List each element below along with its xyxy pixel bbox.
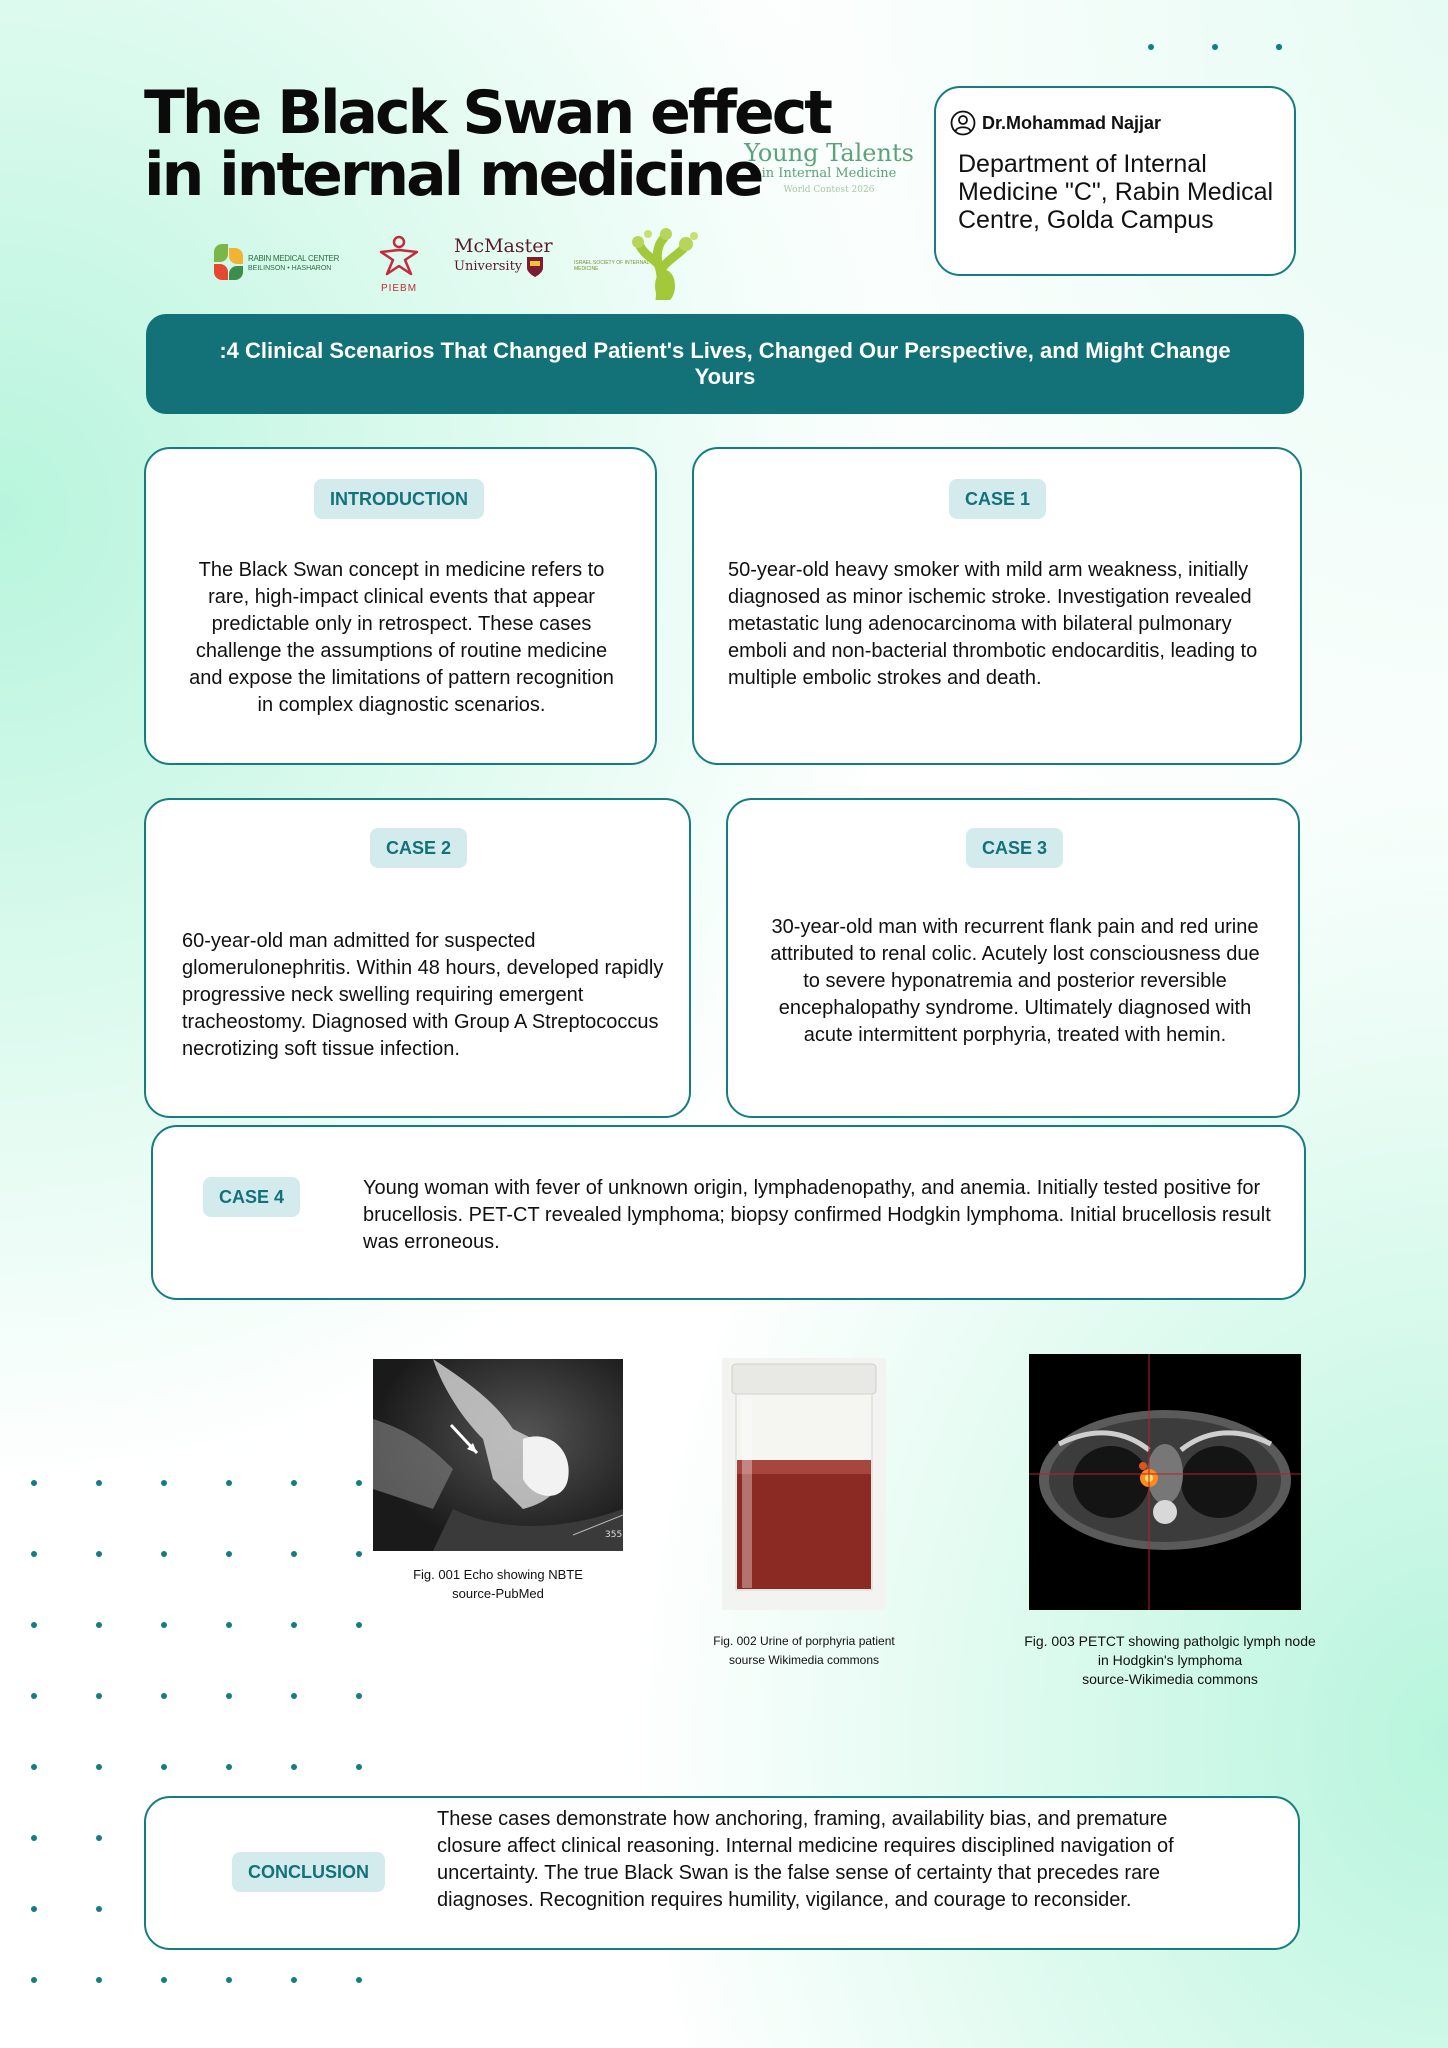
decor-dot: [226, 1693, 232, 1699]
decor-dot: [96, 1906, 102, 1912]
figure-3-caption-line-2: in Hodgkin's lymphoma: [1097, 1652, 1243, 1668]
decor-dot: [226, 1622, 232, 1628]
case-4-label: CASE 4: [203, 1177, 300, 1217]
decor-dot: [96, 1977, 102, 1983]
decor-dot: [1212, 44, 1218, 50]
rabin-name: RABIN MEDICAL CENTER: [248, 253, 340, 263]
title-line-2: in internal medicine: [144, 140, 762, 210]
figure-1-caption-line-1: Fig. 001 Echo showing NBTE: [413, 1567, 583, 1582]
mcmaster-logo: [454, 236, 553, 278]
case-2-text: 60-year-old man admitted for suspected glomerulonephritis. Within 48 hours, developed rapidly progressive neck swelling requiring emergent tracheostomy. Diagnosed with Group A Streptococcus necrotizing soft tissue infection.: [182, 930, 664, 1060]
society-name: ISRAEL SOCIETY OF INTERNAL MEDICINE: [574, 260, 650, 272]
decor-dot: [226, 1764, 232, 1770]
figure-echo-image: [373, 1359, 623, 1551]
decor-dot: [291, 1551, 297, 1557]
decor-dot: [356, 1977, 362, 1983]
title-line-1: The Black Swan effect: [144, 78, 830, 148]
piebm-name: PIEBM: [380, 283, 418, 294]
echo-image: [373, 1359, 623, 1551]
introduction-label: INTRODUCTION: [314, 479, 484, 519]
petct-image: [1029, 1354, 1301, 1610]
contest-subtitle: in Internal Medicine: [761, 166, 897, 181]
rabin-logo: [214, 244, 339, 282]
introduction-text: The Black Swan concept in medicine refers to rare, high-impact clinical events that appear predictable only in retrospect. These cases challenge the assumptions of routine medicine and expose the limitations of pattern recognition in complex diagnostic scenarios.: [189, 559, 614, 716]
echo-overlay-label: 355: [605, 1530, 623, 1540]
case-3-text: 30-year-old man with recurrent flank pain and red urine attributed to renal colic. Acutely lost consciousness due to severe hyponatremia and posterior reversible encephalopathy syndrome. Ultimately diagnosed with acute intermittent porphyria, treated with hemin.: [770, 916, 1260, 1046]
decor-dot: [1276, 44, 1282, 50]
decor-dot: [31, 1622, 37, 1628]
decor-dot: [31, 1551, 37, 1557]
poster-title: [144, 78, 830, 210]
decor-dot: [356, 1551, 362, 1557]
decor-dot: [161, 1977, 167, 1983]
introduction-card: [144, 447, 657, 765]
decor-dot: [31, 1977, 37, 1983]
decor-dot: [31, 1906, 37, 1912]
author-box: [934, 86, 1296, 276]
rabin-campus: BEILINSON • HASHARON: [248, 264, 332, 272]
decor-dot: [356, 1622, 362, 1628]
decor-dot: [161, 1480, 167, 1486]
decor-dot: [291, 1764, 297, 1770]
decor-dot: [226, 1977, 232, 1983]
decor-dot: [291, 1693, 297, 1699]
case-4-card: [151, 1125, 1306, 1300]
case-2-label: CASE 2: [370, 828, 467, 868]
mcmaster-university: University: [454, 259, 523, 274]
decor-dot: [1148, 44, 1154, 50]
figure-2-caption: [664, 1632, 944, 1670]
conclusion-card: [144, 1796, 1300, 1950]
young-talents-logo: [744, 140, 914, 198]
author-name: Dr.Mohammad Najjar: [982, 112, 1162, 133]
urine-cup-image: [722, 1358, 886, 1610]
decor-dot: [356, 1693, 362, 1699]
case-3-label: CASE 3: [966, 828, 1063, 868]
decor-dot: [291, 1622, 297, 1628]
decor-dot: [31, 1693, 37, 1699]
case-2-card: [144, 798, 691, 1118]
decor-dot: [161, 1693, 167, 1699]
conclusion-label: CONCLUSION: [232, 1852, 385, 1892]
figure-petct-image: [1029, 1354, 1301, 1610]
decor-dot: [96, 1551, 102, 1557]
conclusion-text: These cases demonstrate how anchoring, framing, availability bias, and premature closure affect clinical reasoning. Internal medicine requires disciplined navigation of uncertainty. The true Black Swan is the false sense of certainty that precedes rare diagnoses. Recognition requires humility, vigilance, and courage to reconsider.: [437, 1808, 1174, 1911]
author-department: Department of Internal Medicine "C", Rabin Medical Centre, Golda Campus: [958, 150, 1274, 234]
decor-dot: [226, 1551, 232, 1557]
institution-logos: [214, 230, 714, 302]
user-icon: [950, 110, 976, 136]
case-4-text: Young woman with fever of unknown origin, lymphadenopathy, and anemia. Initially tested positive for brucellosis. PET-CT revealed lymphoma; biopsy confirmed Hodgkin lymphoma. Initial brucellosis result was erroneous.: [363, 1177, 1271, 1253]
figure-1-caption: [373, 1565, 623, 1603]
decor-dot: [161, 1764, 167, 1770]
decor-dot: [161, 1551, 167, 1557]
decor-dot: [96, 1835, 102, 1841]
figure-1-caption-line-2: source-PubMed: [452, 1586, 544, 1601]
decor-dot: [291, 1480, 297, 1486]
mcmaster-name: McMaster: [454, 235, 553, 257]
contest-name: Young Talents: [744, 139, 914, 167]
figure-3-caption-line-1: Fig. 003 PETCT showing patholgic lymph node: [1024, 1633, 1316, 1649]
decor-dot: [96, 1622, 102, 1628]
contest-year: World Contest 2026: [783, 185, 875, 195]
subtitle-banner: :4 Clinical Scenarios That Changed Patient's Lives, Changed Our Perspective, and Might Change Yours: [146, 314, 1304, 414]
decor-dot: [96, 1764, 102, 1770]
figure-urine-image: [722, 1358, 886, 1610]
figure-3-caption-line-3: source-Wikimedia commons: [1082, 1671, 1258, 1687]
mcmaster-crest-icon: [526, 256, 544, 278]
decor-dot: [356, 1764, 362, 1770]
piebm-logo: [374, 234, 424, 294]
rabin-leaf-icon: [214, 244, 244, 282]
figure-2-caption-line-1: Fig. 002 Urine of porphyria patient: [713, 1634, 895, 1648]
case-1-label: CASE 1: [949, 479, 1046, 519]
decor-dot: [96, 1693, 102, 1699]
case-1-text: 50-year-old heavy smoker with mild arm weakness, initially diagnosed as minor ischemic stroke. Investigation revealed metastatic lung adenocarcinoma with bilateral pulmonary emboli and non-bacterial thrombotic endocarditis, leading to multiple embolic strokes and death.: [728, 559, 1258, 689]
decor-dot: [226, 1480, 232, 1486]
author-name-row: [950, 110, 1161, 136]
decor-dot: [96, 1480, 102, 1486]
tree-icon: [624, 224, 708, 300]
decor-dot: [31, 1835, 37, 1841]
piebm-figure-icon: [375, 234, 423, 278]
decor-dot: [291, 1977, 297, 1983]
decor-dot: [31, 1764, 37, 1770]
case-1-card: [692, 447, 1302, 765]
decor-dot: [31, 1480, 37, 1486]
figure-2-caption-line-2: sourse Wikimedia commons: [728, 1653, 880, 1667]
case-3-card: [726, 798, 1300, 1118]
figure-3-caption: [990, 1632, 1350, 1689]
decor-dot: [161, 1622, 167, 1628]
decor-dot: [356, 1480, 362, 1486]
